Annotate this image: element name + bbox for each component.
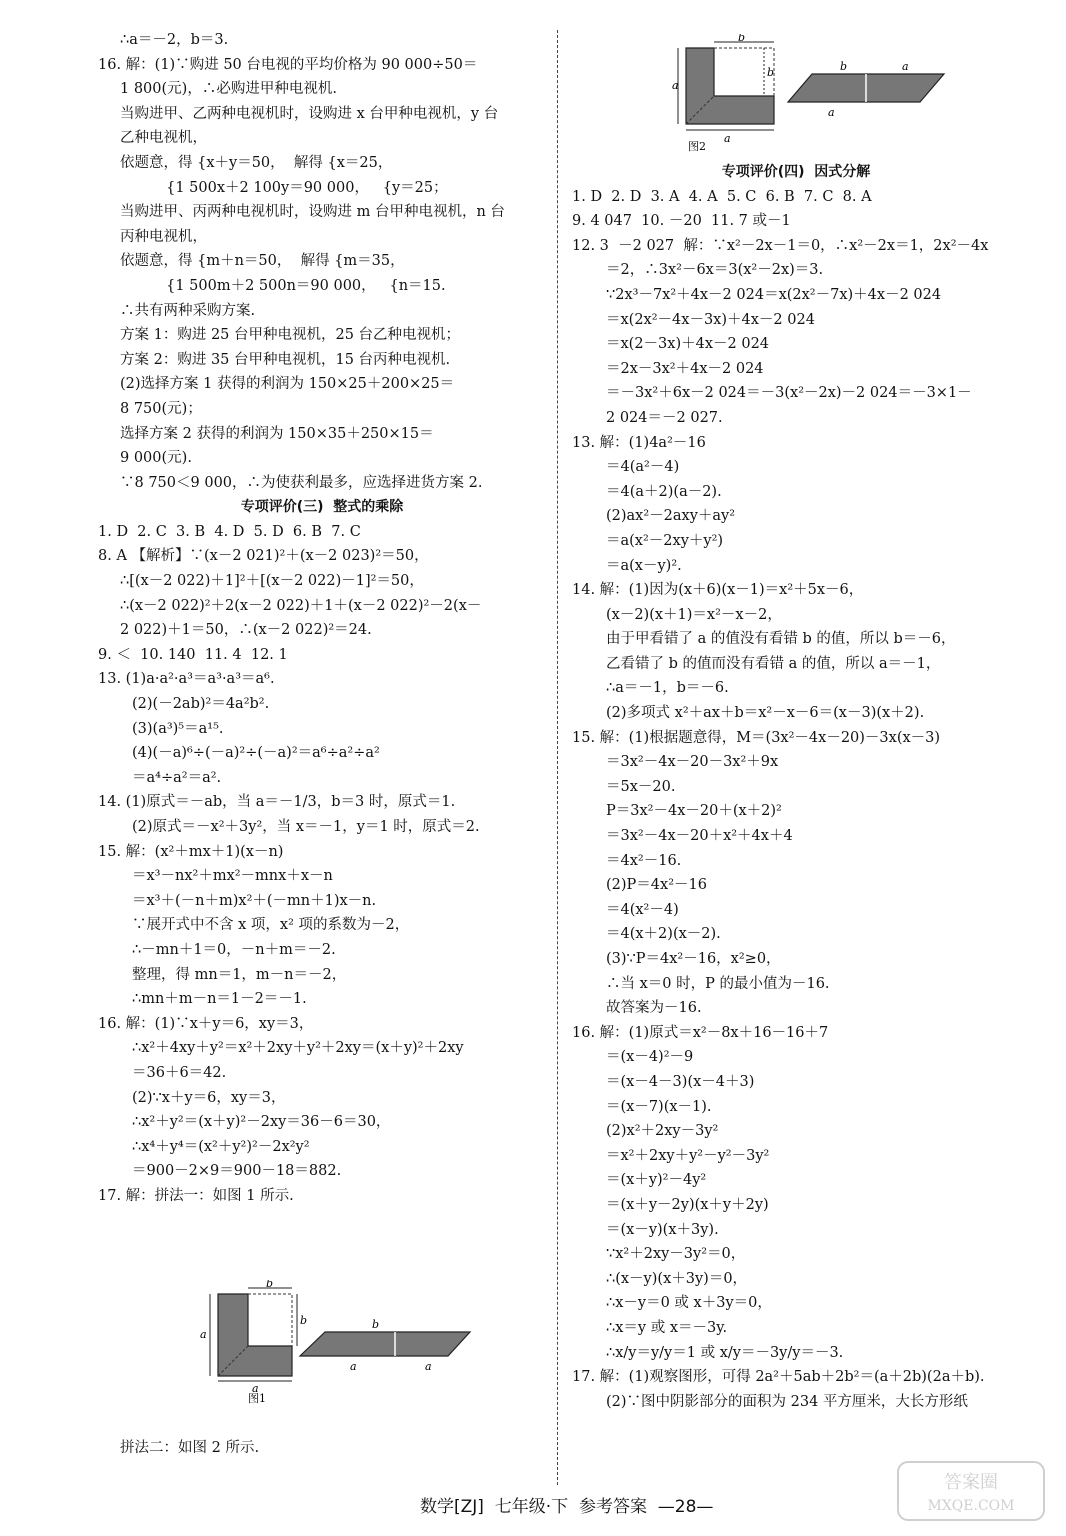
figure-2 <box>672 34 962 154</box>
left-text-line: ∴mn＋m－n＝1－2＝－1. <box>132 991 307 1008</box>
right-text-line: ＝4(x²－4) <box>606 901 679 918</box>
right-text-line: 9. 4 047 10. －20 11. 7 或－1 <box>572 213 791 230</box>
right-text-line: ∴a＝－1，b＝－6. <box>606 680 729 697</box>
right-text-line: (2)ax²－2axy＋ay² <box>606 508 736 525</box>
left-tail-line: 拼法二：如图 2 所示. <box>120 1440 260 1456</box>
svg-text:MXQE.COM: MXQE.COM <box>927 1498 1015 1514</box>
fig1-label: b <box>300 1314 308 1327</box>
left-text-line: 当购进甲、乙两种电视机时，设购进 x 台甲种电视机，y 台 <box>120 105 499 122</box>
left-text-line: ∴(x－2 022)²＋2(x－2 022)＋1＋(x－2 022)²－2(x－ <box>120 597 482 614</box>
right-text-line: ∴x＝y 或 x＝－3y. <box>606 1319 728 1336</box>
right-text-line: 2 024＝－2 027. <box>606 409 723 426</box>
right-text-line: 16. 解：(1)原式＝x²－8x＋16－16＋7 <box>572 1024 829 1041</box>
left-text-line: 15. 解：(x²＋mx＋1)(x－n) <box>98 843 284 860</box>
fig1-label: a <box>200 1328 207 1341</box>
left-text-line: ∴－mn＋1＝0，－n＋m＝－2. <box>132 941 336 958</box>
right-text-line: 17. 解：(1)观察图形，可得 2a²＋5ab＋2b²＝(a＋2b)(2a＋b). <box>572 1369 985 1386</box>
right-text-line: ＝(x＋y)²－4y² <box>606 1172 707 1189</box>
right-text-line: (2)∵图中阴影部分的面积为 234 平方厘米，大长方形纸 <box>606 1393 968 1410</box>
left-text-line: ＝900－2×9＝900－18＝882. <box>132 1163 342 1180</box>
right-text-line: ∴x/y＝y/y＝1 或 x/y＝－3y/y＝－3. <box>606 1344 844 1361</box>
fig1-label: b <box>372 1318 380 1331</box>
left-text-line: ∵展开式中不含 x 项，x² 项的系数为－2， <box>132 917 410 934</box>
left-text-line: 16. 解：(1)∵x＋y＝6，xy＝3， <box>98 1015 314 1032</box>
left-text-line: ＝x³－nx²＋mx²－mnx＋x－n <box>132 868 333 885</box>
right-text-line: ＝2，∴3x²－6x＝3(x²－2x)＝3. <box>606 262 824 279</box>
fig1-label: a <box>350 1360 357 1373</box>
left-text-line: ∵8 750＜9 000，∴为使获利最多，应选择进货方案 2. <box>120 474 483 491</box>
right-text-line: ＝x(2x²－4x－3x)＋4x－2 024 <box>606 311 815 328</box>
right-text-line: ＝3x²－4x－20＋x²＋4x＋4 <box>606 828 793 845</box>
left-text-line: ∴x²＋4xy＋y²＝x²＋2xy＋y²＋2xy＝(x＋y)²＋2xy <box>132 1040 464 1057</box>
right-text-line: ＝4(x＋2)(x－2). <box>606 926 721 943</box>
right-text-line: ∵x²＋2xy－3y²＝0， <box>606 1246 746 1263</box>
left-text-line: 9. ＜ 10. 140 11. 4 12. 1 <box>98 646 288 663</box>
fig2-label: a <box>724 132 731 145</box>
right-text-line: ∴x－y＝0 或 x＋3y＝0， <box>606 1295 772 1312</box>
left-text-line: 依题意，得 {m＋n＝50， 解得 {m＝35， <box>120 253 405 270</box>
right-text-line: ＝(x－4)²－9 <box>606 1049 694 1066</box>
right-text-line: ＝－3x²＋6x－2 024＝－3(x²－2x)－2 024＝－3×1－ <box>606 385 972 402</box>
left-text-line: 选择方案 2 获得的利润为 150×35＋250×15＝ <box>120 425 434 442</box>
right-text-line: (x－2)(x＋1)＝x²－x－2， <box>606 606 782 623</box>
right-text-line: (2)x²＋2xy－3y² <box>606 1123 719 1140</box>
right-text-line: ＝(x－7)(x－1). <box>606 1098 712 1115</box>
right-text-line: 故答案为－16. <box>606 1000 702 1017</box>
left-text-line: (3)(a³)⁵＝a¹⁵. <box>132 720 224 737</box>
left-text-line: ∴x²＋y²＝(x＋y)²－2xy＝36－6＝30， <box>132 1114 391 1131</box>
right-text-line: ＝3x²－4x－20－3x²＋9x <box>606 754 779 771</box>
right-text-line: ＝4(a²－4) <box>606 459 680 476</box>
left-text-line: 9 000(元). <box>120 450 192 467</box>
left-text-line: 1 800(元)，∴必购进甲种电视机. <box>120 81 337 98</box>
left-text-line: (2)(－2ab)²＝4a²b². <box>132 696 270 713</box>
right-text-line: ＝(x－y)(x＋3y). <box>606 1221 719 1238</box>
right-text-line: 由于甲看错了 a 的值没有看错 b 的值，所以 b＝－6， <box>606 631 956 648</box>
right-text-line: ∴当 x＝0 时，P 的最小值为－16. <box>606 975 830 992</box>
left-text-line: 1. D 2. C 3. B 4. D 5. D 6. B 7. C <box>98 523 361 540</box>
left-text-line: 8 750(元)； <box>120 400 202 417</box>
fig1-caption: 图1 <box>248 1392 266 1405</box>
figure-1 <box>200 1280 480 1405</box>
right-text-line: ＝a(x²－2xy＋y²) <box>606 532 724 549</box>
right-text-line: ＝a(x－y)². <box>606 557 682 574</box>
left-text-line: (2)选择方案 1 获得的利润为 150×25＋200×25＝ <box>120 376 455 393</box>
left-text-line: 16. 解：(1)∵购进 50 台电视的平均价格为 90 000÷50＝ <box>98 56 478 73</box>
fig2-label: b <box>767 66 775 79</box>
right-text-line: ＝x²＋2xy＋y²－y²－3y² <box>606 1147 770 1164</box>
fig1-label: a <box>252 1382 259 1395</box>
column-divider <box>557 30 558 1485</box>
right-text-line: 13. 解：(1)4a²－16 <box>572 434 706 451</box>
right-text-line: ∴(x－y)(x＋3y)＝0， <box>606 1270 748 1287</box>
fig2-label: b <box>840 60 848 73</box>
right-text-line: ＝2x－3x²＋4x－2 024 <box>606 360 764 377</box>
right-text-line: ＝(x＋y－2y)(x＋y＋2y) <box>606 1196 769 1213</box>
left-text-line: 方案 2：购进 35 台甲种电视机，15 台丙种电视机. <box>120 351 451 368</box>
right-text-line: ＝4(a＋2)(a－2). <box>606 483 722 500</box>
right-column <box>572 160 1020 1414</box>
right-section-heading: 专项评价(四) 因式分解 <box>721 164 871 180</box>
fig2-label: b <box>738 34 746 44</box>
svg-text:答案圈: 答案圈 <box>944 1472 998 1493</box>
left-text-line: 方案 1：购进 25 台甲种电视机，25 台乙种电视机； <box>120 327 461 344</box>
fig1-label: b <box>266 1280 274 1290</box>
fig2-label: a <box>902 60 909 73</box>
left-column <box>98 28 546 1209</box>
right-text-line: P＝3x²－4x－20＋(x＋2)² <box>606 803 782 820</box>
left-text-line: ∴[(x－2 022)＋1]²＋[(x－2 022)－1]²＝50， <box>120 573 424 590</box>
left-text-line: 整理，得 mn＝1，m－n＝－2， <box>132 966 347 983</box>
watermark-logo <box>896 1460 1046 1522</box>
fig2-label: a <box>672 79 679 92</box>
left-text-line: (2)原式＝－x²＋3y²，当 x＝－1，y＝1 时，原式＝2. <box>132 819 480 835</box>
left-text-line: 13. (1)a·a²·a³＝a³·a³＝a⁶. <box>98 671 275 688</box>
left-text-line: 依题意，得 {x＋y＝50， 解得 {x＝25， <box>120 154 393 171</box>
left-text-line: 17. 解：拼法一：如图 1 所示. <box>98 1187 294 1204</box>
left-text-line: ∴共有两种采购方案. <box>120 302 256 319</box>
right-text-line: (3)∵P＝4x²－16，x²≥0， <box>606 951 781 967</box>
right-text-line: (2)多项式 x²＋ax＋b＝x²－x－6＝(x－3)(x＋2). <box>606 705 925 722</box>
right-text-line: ∵2x³－7x²＋4x－2 024＝x(2x²－7x)＋4x－2 024 <box>606 286 942 303</box>
right-text-line: 14. 解：(1)因为(x＋6)(x－1)＝x²＋5x－6， <box>572 582 864 599</box>
left-text-line: ＝a⁴÷a²＝a². <box>132 769 222 786</box>
right-text-line: ＝x(2－3x)＋4x－2 024 <box>606 336 770 353</box>
left-text-line: ＝36＋6＝42. <box>132 1064 227 1081</box>
fig1-label: a <box>425 1360 432 1373</box>
left-text-line: {1 500m＋2 500n＝90 000， {n＝15. <box>120 277 446 294</box>
left-text-line: ＝x³＋(－n＋m)x²＋(－mn＋1)x－n. <box>132 892 377 909</box>
left-text-line: 乙种电视机， <box>120 130 207 147</box>
left-text-line: (4)(－a)⁶÷(－a)²÷(－a)²＝a⁶÷a²÷a² <box>132 745 380 762</box>
fig2-label: a <box>828 106 835 119</box>
left-text-line: 当购进甲、丙两种电视机时，设购进 m 台甲种电视机，n 台 <box>120 204 505 221</box>
right-text-line: ＝4x²－16. <box>606 852 682 869</box>
right-text-line: (2)P＝4x²－16 <box>606 877 707 894</box>
left-text-line: (2)∵x＋y＝6，xy＝3， <box>132 1089 286 1106</box>
page-footer: 数学[ZJ] 七年级·下 参考答案 —28— <box>420 1497 714 1517</box>
right-text-line: ＝(x－4－3)(x－4＋3) <box>606 1073 755 1090</box>
left-text-line: {1 500x＋2 100y＝90 000， {y＝25； <box>120 179 448 196</box>
left-text-line: 8. A 【解析】∵(x－2 021)²＋(x－2 023)²＝50， <box>98 548 429 565</box>
right-text-line: 1. D 2. D 3. A 4. A 5. C 6. B 7. C 8. A <box>572 188 872 205</box>
left-text-line: ∴x⁴＋y⁴＝(x²＋y²)²－2x²y² <box>132 1138 310 1155</box>
left-text-line: 丙种电视机， <box>120 228 207 245</box>
left-text-line: 2 022)＋1＝50，∴(x－2 022)²＝24. <box>120 622 372 639</box>
right-text-line: 12. 3 －2 027 解：∵x²－2x－1＝0，∴x²－2x＝1，2x²－4x <box>572 237 989 254</box>
fig2-caption: 图2 <box>688 140 706 153</box>
right-text-line: 乙看错了 b 的值而没有看错 a 的值，所以 a＝－1， <box>606 655 941 672</box>
left-text-line: 14. (1)原式＝－ab，当 a＝－1/3，b＝3 时，原式＝1. <box>98 794 456 811</box>
left-section-heading: 专项评价(三) 整式的乘除 <box>240 499 404 516</box>
left-text-line: ∴a＝－2，b＝3. <box>120 32 229 48</box>
right-text-line: 15. 解：(1)根据题意得，M＝(3x²－4x－20)－3x(x－3) <box>572 729 941 746</box>
right-text-line: ＝5x－20. <box>606 778 676 795</box>
